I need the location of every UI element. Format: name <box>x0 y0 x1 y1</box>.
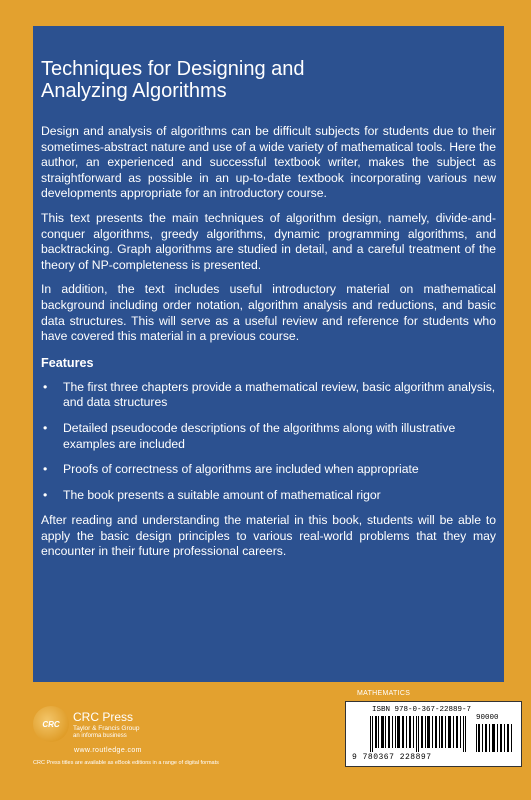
isbn-label: ISBN 978-0-367-22889-7 <box>372 706 472 714</box>
title-line-2: Analyzing Algorithms <box>41 80 227 102</box>
features-list <box>41 380 496 504</box>
bullet-icon: • <box>43 420 48 435</box>
features-heading: Features <box>41 355 94 370</box>
closing-paragraph: After reading and understanding the material in this book, students will be able to apply the basic design principles to various real-world problems that they may encounter in their future professional careers. <box>41 513 496 559</box>
ebook-footnote: CRC Press titles are available as eBook editions in a range of digital formats <box>33 760 219 766</box>
feature-text: Proofs of correctness of algorithms are included when appropriate <box>63 462 419 477</box>
crc-logo-icon <box>33 706 69 742</box>
ean-digits: 9 780367 228897 <box>352 753 432 762</box>
publisher-tagline: an informa business <box>73 733 127 739</box>
title-line-1: Techniques for Designing and <box>41 58 305 80</box>
bullet-icon: • <box>43 487 48 502</box>
publisher-group: Taylor & Francis Group <box>73 725 140 732</box>
bullet-icon: • <box>43 462 48 477</box>
feature-text: The book presents a suitable amount of mathematical rigor <box>63 487 381 502</box>
logo-text: CRC <box>42 719 60 729</box>
feature-text: The first three chapters provide a mathematical review, basic algorithm analysis, and data structures <box>63 379 496 410</box>
ean-barcode-icon <box>370 716 466 752</box>
back-cover-panel <box>33 26 504 682</box>
bullet-icon: • <box>43 379 48 394</box>
barcode <box>345 701 522 767</box>
feature-item <box>41 421 496 452</box>
price-addon-number: 90000 <box>476 714 499 722</box>
description-paragraph-3: In addition, the text includes useful introductory material on mathematical background including order notation, algorithm analysis and reductions, and basic data structures. This will serve as a useful review and reference for students who have covered this material in a previous course. <box>41 282 496 344</box>
book-title <box>41 58 496 102</box>
feature-item <box>41 462 496 478</box>
feature-item <box>41 488 496 504</box>
publisher-name: CRC Press <box>73 710 134 724</box>
publisher-url: www.routledge.com <box>74 747 142 754</box>
feature-text: Detailed pseudocode descriptions of the algorithms along with illustrative examples are included <box>63 420 456 451</box>
feature-item <box>41 380 496 411</box>
description-paragraph-2: This text presents the main techniques of algorithm design, namely, divide-and-conquer algorithms, greedy algorithms, dynamic programming algorithms, and backtracking. Graph algorithms are studied in detail, and a careful treatment of the theory of NP-completeness is presented. <box>41 210 496 272</box>
addon-barcode-icon <box>476 724 514 752</box>
publisher-logo <box>33 706 233 746</box>
subject-category: MATHEMATICS <box>357 690 411 697</box>
description-paragraph-1: Design and analysis of algorithms can be difficult subjects for students due to their sometimes-abstract nature and use of a wide variety of mathematical tools. Here the author, an experienced and successful textbook writer, makes the subject as straightforward as possible in an up-to-date textbook incorporating various new developments appropriate for an introductory course. <box>41 124 496 201</box>
